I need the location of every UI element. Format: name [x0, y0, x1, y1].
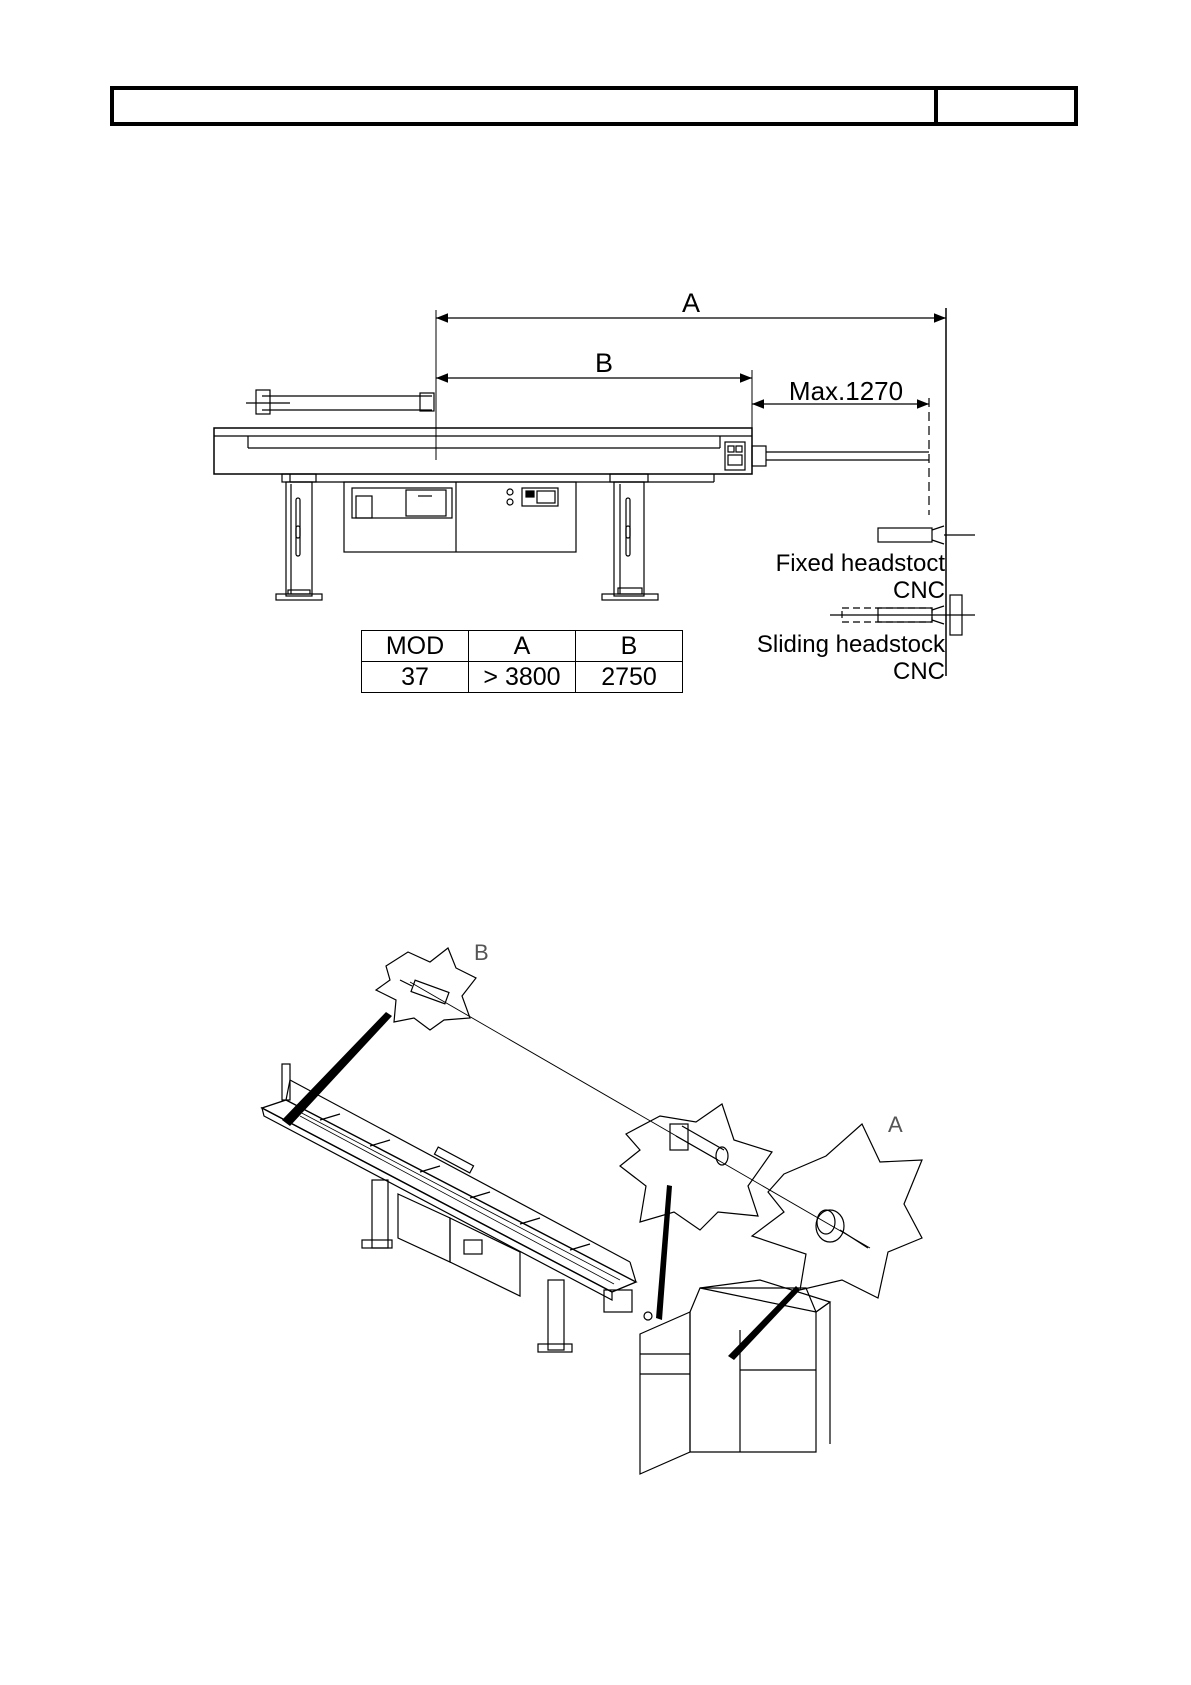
table-cell: 2750 [576, 662, 683, 693]
side-view-labels [595, 288, 946, 685]
table-header-cell: B [576, 631, 683, 662]
dimension-max-label: Max.1270 [788, 376, 904, 406]
table-cell: 37 [362, 662, 469, 693]
isometric-drawing [262, 948, 922, 1474]
table-cell: > 3800 [469, 662, 576, 693]
callout-a-label: A [888, 1112, 903, 1137]
sliding-headstock-cnc-label: CNC [893, 658, 945, 685]
dimension-a-label: A [681, 288, 701, 318]
callout-b-label: B [474, 940, 489, 965]
callout-a-bubble [752, 1124, 922, 1298]
callout-spindle-bubble [620, 1104, 772, 1230]
table-row [362, 662, 683, 693]
fixed-headstock-spindle [878, 528, 932, 542]
dimension-b-label: B [594, 348, 614, 378]
isometric-labels [474, 940, 903, 1137]
table-header-cell: A [469, 631, 576, 662]
table-header-cell: MOD [362, 631, 469, 662]
callout-b-bubble [376, 948, 476, 1030]
model-dimension-table [361, 630, 683, 693]
table-header-row [362, 631, 683, 662]
sliding-headstock-label: Sliding headstock [756, 631, 945, 658]
fixed-headstock-label: Fixed headstoct [775, 550, 945, 577]
fixed-headstock-cnc-label: CNC [893, 577, 945, 604]
